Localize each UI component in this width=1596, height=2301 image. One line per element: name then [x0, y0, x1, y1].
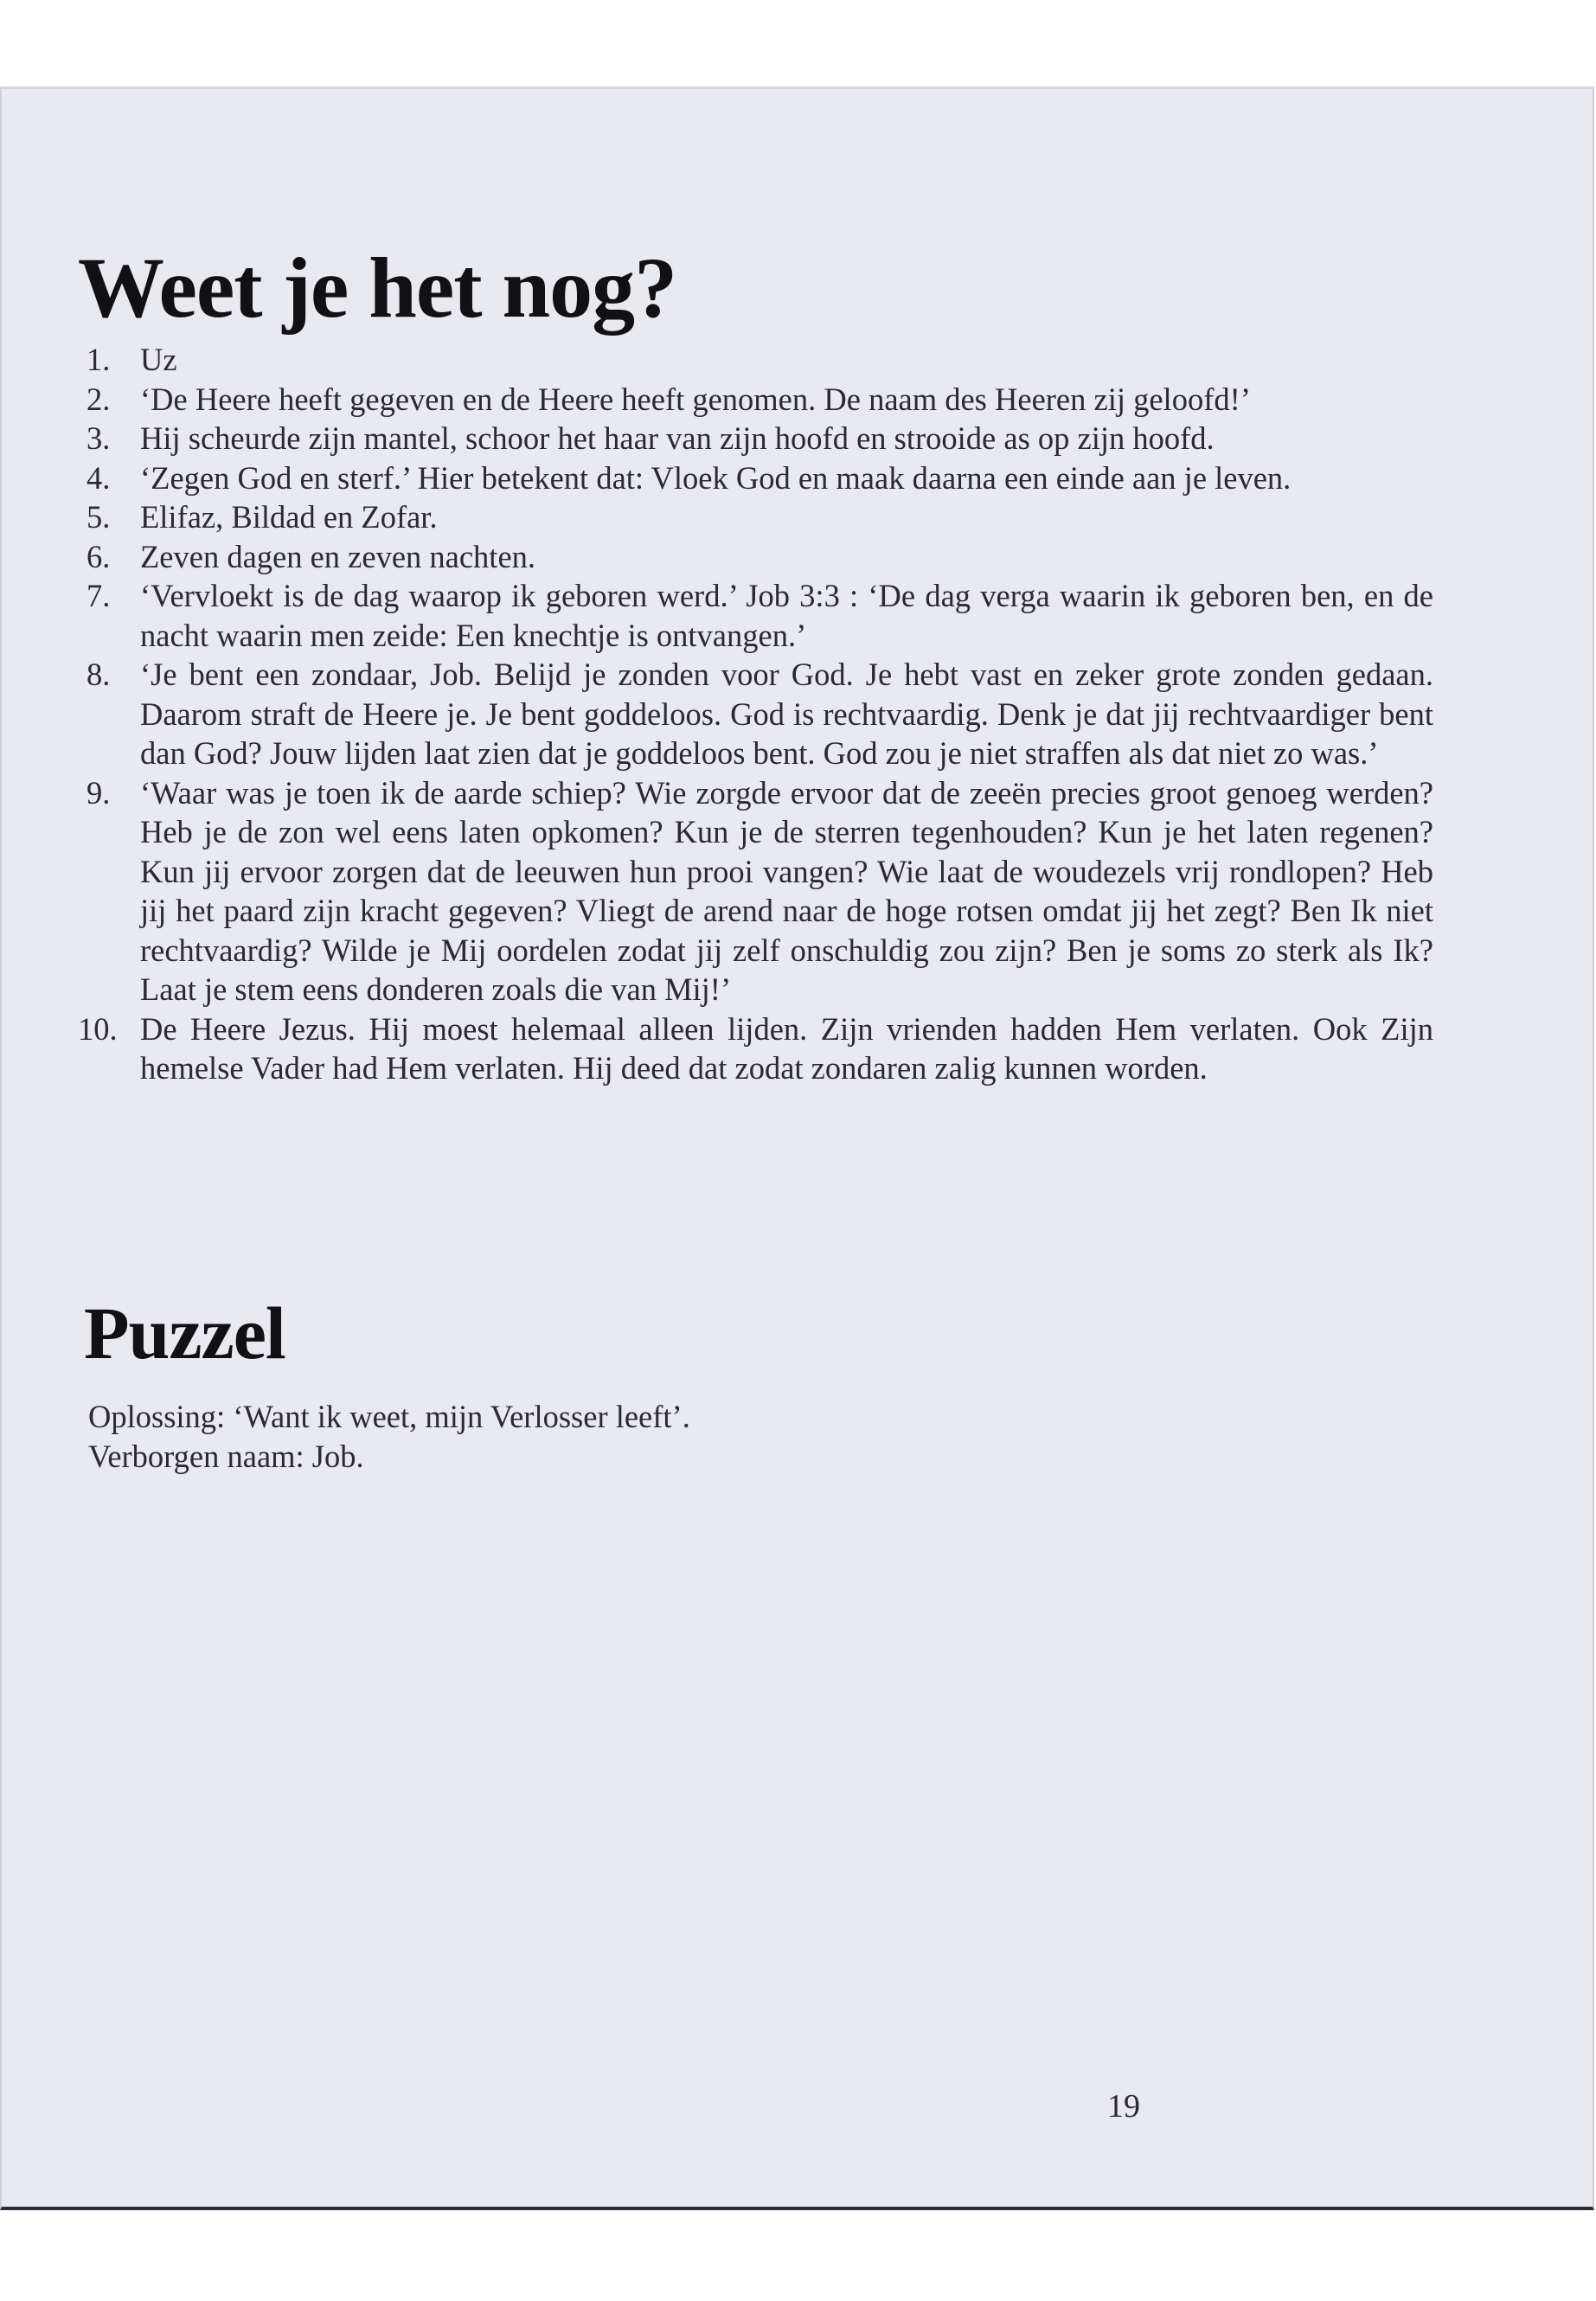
list-item: [2, 576, 1433, 655]
item-text: ‘De Heere heeft gegeven en de Heere heeft genomen. De naam des Heeren zij geloofd!’: [140, 381, 1251, 417]
item-text: ‘Waar was je toen ik de aarde schiep? Wie zorgde ervoor dat de zeeën precies groot genoeg werden? Heb je de zon wel eens laten opkomen? Kun je de sterren tegenhouden? Kun je het laten regenen? Kun jij ervoor zorgen dat de leeuwen hun prooi vangen? Wie laat de woudezels vrij rondlopen? Heb jij het paard zijn kracht gegeven? Vliegt de arend naar de hoge rotsen omdat jij het zegt? Ben Ik niet rechtvaardig? Wilde je Mij oordelen zodat jij zelf onschuldig zou zijn? Ben je soms zo sterk als Ik? Laat je stem eens donderen zoals die van Mij!’: [140, 774, 1433, 1007]
puzzle-solution: Oplossing: ‘Want ik weet, mijn Verlosser leeft’.: [88, 1399, 690, 1434]
list-item: [2, 1009, 1433, 1088]
page-number: 19: [1107, 2088, 1140, 2125]
item-number: 1.: [87, 342, 111, 377]
page: [0, 87, 1594, 2210]
list-item: [2, 380, 1433, 420]
item-number: 2.: [87, 381, 111, 417]
item-number: 8.: [87, 657, 111, 692]
list-item: [2, 419, 1433, 458]
puzzle-answers: [88, 1397, 690, 1476]
item-number: 6.: [87, 538, 111, 574]
item-text: Uz: [140, 342, 177, 377]
list-item: [2, 497, 1433, 537]
item-text: Zeven dagen en zeven nachten.: [140, 538, 536, 574]
list-item: [2, 655, 1433, 773]
list-item: [2, 537, 1433, 577]
list-item: [2, 773, 1433, 1009]
answer-list: [2, 340, 1433, 1088]
list-item: [2, 458, 1433, 498]
item-number: 5.: [87, 499, 111, 535]
item-text: ‘Vervloekt is de dag waarop ik geboren werd.’ Job 3:3 : ‘De dag verga waarin ik geboren ben, en de nacht waarin men zeide: Een knechtje is ontvangen.’: [140, 578, 1433, 653]
item-number: 9.: [87, 774, 111, 811]
item-text: De Heere Jezus. Hij moest helemaal alleen lijden. Zijn vrienden hadden Hem verlaten. Ook Zijn hemelse Vader had Hem verlaten. Hij deed dat zodat zondaren zalig kunnen worden.: [140, 1010, 1433, 1086]
item-text: ‘Zegen God en sterf.’ Hier betekent dat: Vloek God en maak daarna een einde aan je leven.: [140, 459, 1292, 496]
item-number: 3.: [87, 420, 111, 456]
puzzle-hidden-name: Verborgen naam: Job.: [88, 1438, 364, 1474]
section-title-puzzel: Puzzel: [84, 1292, 285, 1375]
item-text: Hij scheurde zijn mantel, schoor het haar van zijn hoofd en strooide as op zijn hoofd.: [140, 420, 1215, 456]
list-item: [2, 340, 1433, 380]
item-number: 7.: [87, 578, 111, 613]
section-title-weet-je-het-nog: Weet je het nog?: [78, 240, 677, 336]
item-number: 10.: [78, 1010, 118, 1047]
item-number: 4.: [87, 459, 111, 496]
item-text: ‘Je bent een zondaar, Job. Belijd je zonden voor God. Je hebt vast en zeker grote zonden gedaan. Daarom straft de Heere je. Je bent goddeloos. God is rechtvaardig. Denk je dat jij rechtvaardiger bent dan God? Jouw lijden laat zien dat je goddeloos bent. God zou je niet straffen als dat niet zo was.’: [140, 657, 1433, 771]
item-text: Elifaz, Bildad en Zofar.: [140, 499, 438, 535]
